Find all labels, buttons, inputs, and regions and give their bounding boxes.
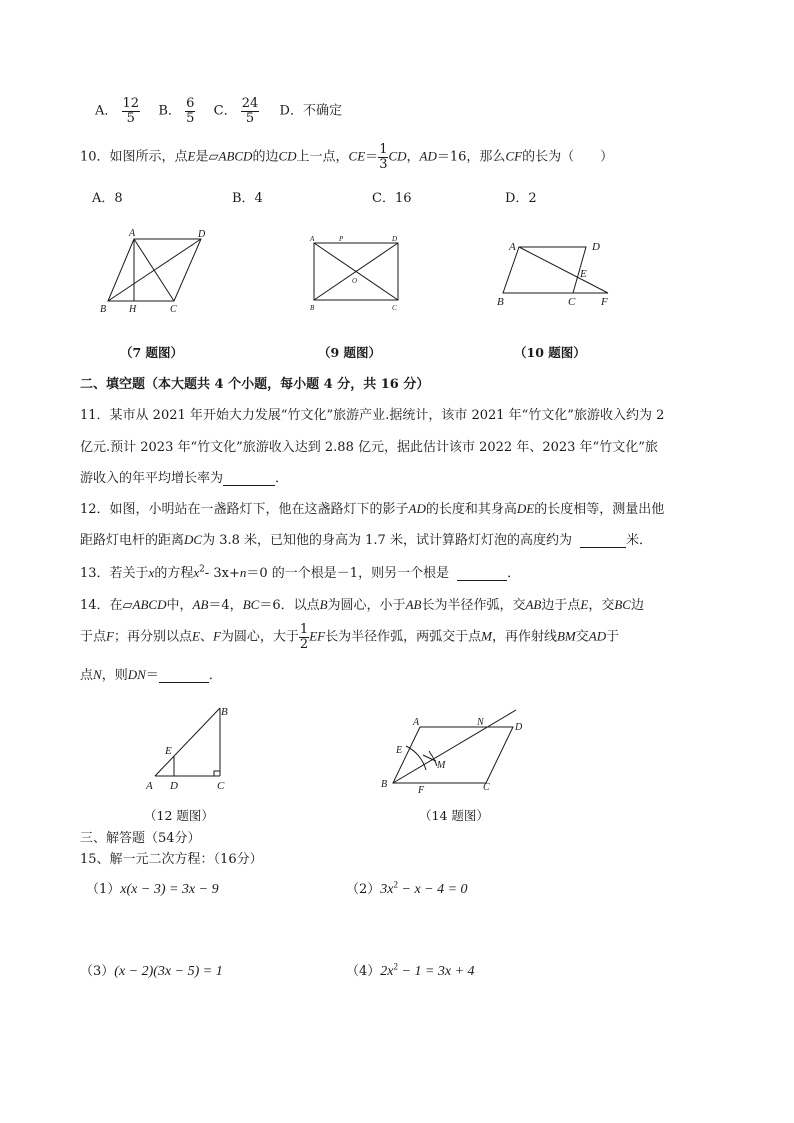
fig10-label-c: C	[568, 296, 576, 308]
q15-heading: 15、解一元二次方程：（16分）	[80, 852, 263, 867]
fig10-label-e: E	[580, 268, 587, 280]
q13-answer-blank[interactable]	[457, 566, 507, 581]
q12-answer-blank[interactable]	[580, 533, 626, 548]
q14-answer-blank[interactable]	[159, 668, 209, 683]
fig9-label-o: O	[352, 277, 358, 285]
fig12-right-angle-mark	[214, 771, 220, 776]
q11-answer-blank[interactable]	[223, 471, 275, 486]
q15-item-1: （1）x(x − 3) = 3x − 9	[86, 882, 219, 897]
q15-equation-2: $3x^2 - x - 4 = 0$	[380, 879, 468, 897]
section-2-heading: 二、填空题（本大题共 4 个小题，每小题 4 分，共 16 分）	[80, 377, 430, 392]
fig14-parallelogram	[393, 727, 513, 783]
fig10-parallelogram	[503, 247, 586, 293]
q12-line-2: 距路灯电杆的距离DC为 3.8 米，已知他的身高为 1.7 米，试计算路灯灯泡的高度约为 米．	[80, 532, 652, 548]
q10-option-d: D．2	[505, 191, 537, 206]
q9-option-d-label: D．不确定	[279, 103, 342, 119]
fig14-caption: （14 题图）	[419, 808, 489, 823]
section-3-heading: 三、解答题（54分）	[80, 831, 201, 846]
figure-12	[140, 700, 240, 794]
q15-equation-3: (x − 2)(3x − 5) = 1	[114, 964, 223, 979]
fig14-label-c: C	[483, 782, 490, 793]
fig12-label-c: C	[217, 780, 225, 792]
fig10-label-d: D	[592, 241, 600, 253]
q14-line-3: 点N，则DN＝ ．	[80, 667, 222, 683]
q9-option-b-label: B．	[158, 103, 181, 119]
q11-line-1: 11．某市从 2021 年开始大力发展“竹文化”旅游产业.据统计，该市 2021 年“竹文化”旅游收入约为 2	[80, 408, 665, 423]
fig14-ray-bm	[393, 710, 516, 783]
fig9-label-b: B	[310, 304, 315, 312]
fig14-label-m: M	[437, 760, 446, 771]
q10-option-a: A．8	[92, 191, 123, 206]
q11-line-3: 游收入的年平均增长率为 ．	[80, 471, 289, 486]
q14-fraction: $\frac{1}{2}$	[299, 622, 309, 652]
fig9-caption: （9 题图）	[318, 345, 382, 360]
fig12-label-d: D	[170, 780, 178, 792]
fig12-caption: （12 题图）	[144, 808, 214, 823]
fig14-label-n: N	[477, 717, 484, 728]
q15-equation-4: $2x^2 - 1 = 3x + 4$	[380, 961, 475, 979]
fig14-label-d: D	[515, 722, 523, 733]
q12-line-1: 12．如图，小明站在一盏路灯下，他在这盏路灯下的影子AD的长度和其身高DE的长度相等，测量出他	[80, 501, 665, 517]
q9-option-a-label: A．	[95, 103, 118, 119]
figure-7	[96, 226, 216, 316]
q15-item-3: （3）(x − 2)(3x − 5) = 1	[80, 964, 223, 979]
q15-item-4: $(4)2x^2 - 1 = 3x + 4$	[346, 961, 475, 979]
fig9-label-d: D	[392, 235, 398, 243]
fig7-caption: （7 题图）	[120, 345, 184, 360]
q9-option-c-fraction: $\frac{24}{5}$	[241, 96, 259, 126]
q9-option-c-label: C．	[213, 103, 237, 119]
q14-line-1: 14．在▱ABCD中，AB＝4，BC＝6．以点B为圆心，小于AB长为半径作弧，交AB边于点E，交BC边	[80, 597, 644, 613]
q13-question: 13．若关于x的方程$x^2-$ 3x+n＝0 的一个根是－1，则另一个根是 ．	[80, 564, 521, 581]
fig14-label-a: A	[413, 717, 420, 728]
fig7-label-d: D	[198, 229, 206, 240]
fig7-label-a: A	[129, 228, 136, 239]
fig7-label-c: C	[170, 304, 177, 315]
q9-option-b-fraction: $\frac{6}{5}$	[186, 96, 195, 126]
fig10-label-a: A	[509, 241, 516, 253]
fig10-caption: （10 题图）	[514, 345, 586, 360]
q9-option-a-fraction: $\frac{12}{5}$	[122, 96, 140, 126]
fig12-label-e: E	[165, 745, 172, 757]
fig7-label-b: B	[100, 304, 107, 315]
fig10-label-b: B	[497, 296, 504, 308]
q9-options	[95, 97, 342, 125]
q10-fraction: $\frac{1}{3}$	[379, 142, 388, 172]
fig14-label-e: E	[396, 745, 403, 756]
fig14-label-f: F	[418, 785, 425, 796]
q11-line-2: 亿元.预计 2023 年“竹文化”旅游收入达到 2.88 亿元，据此估计该市 2022 年、2023 年“竹文化”旅	[80, 440, 658, 455]
fig12-light-ray-ab	[155, 708, 220, 776]
fig9-label-a: A	[310, 235, 315, 243]
fig10-label-f: F	[601, 296, 608, 308]
fig14-label-b: B	[381, 779, 388, 790]
figure-10	[494, 236, 619, 311]
fig7-label-h: H	[129, 304, 137, 315]
q10-question: 10．如图所示，点E是▱ABCD的边CD上一点，CE＝ $\frac{1}{3}$ CD，AD＝16，那么CF的长为（ ）	[80, 142, 614, 172]
fig12-label-b: B	[221, 706, 228, 718]
q10-option-c: C．16	[372, 191, 412, 206]
figure-14	[376, 706, 526, 798]
q15-equation-1: x(x − 3) = 3x − 9	[120, 882, 219, 897]
q10-option-b: B．4	[232, 191, 263, 206]
fig9-label-p: P	[339, 235, 344, 243]
q14-line-2: 于点F；再分别以点E、F为圆心，大于 $\frac{1}{2}$ EF长为半径作弧，两弧交于点M，再作射线BM交AD于	[80, 622, 620, 652]
fig10-line-af	[519, 247, 608, 293]
fig9-label-c: C	[392, 304, 397, 312]
figure-9	[306, 231, 406, 313]
fig12-label-a: A	[146, 780, 153, 792]
q15-item-2: $(2)3x^2 - x - 4 = 0$	[346, 879, 468, 897]
